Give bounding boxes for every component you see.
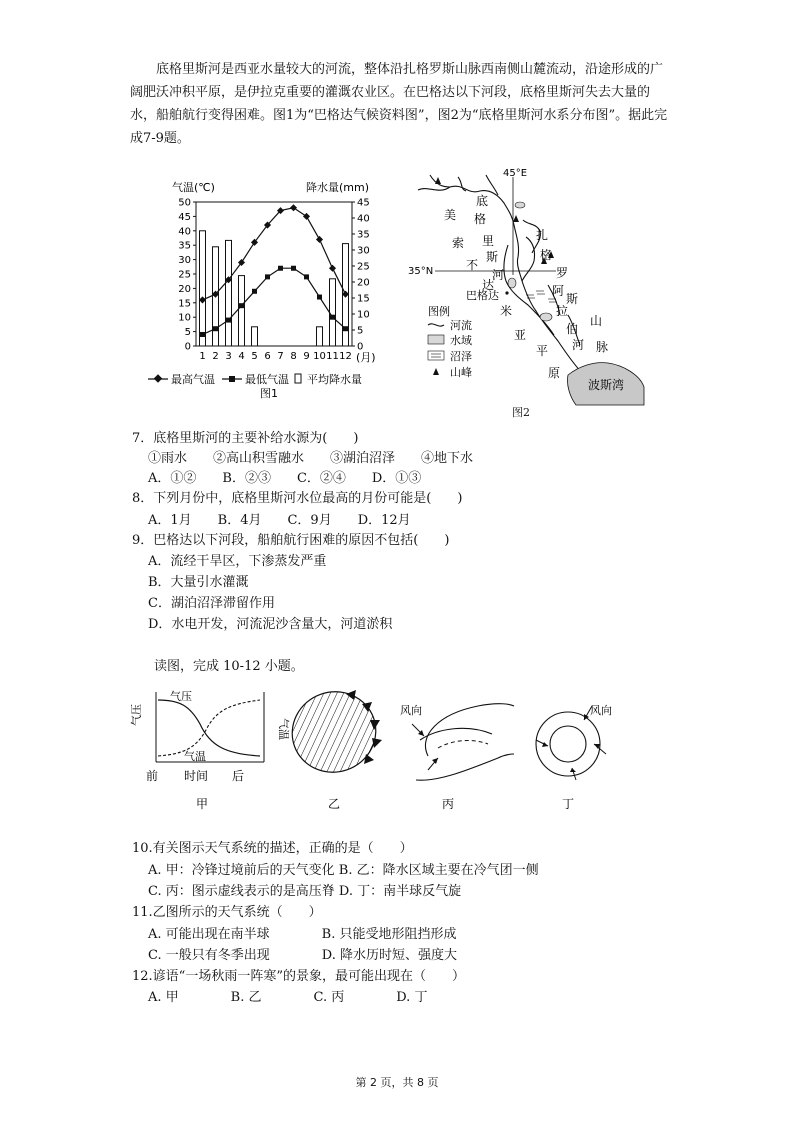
diagram-bing (398, 684, 518, 812)
chart-legend (148, 372, 362, 386)
svg-text:里: 里 (482, 234, 495, 248)
precip-bar (200, 231, 206, 346)
q8-stem: 8．下列月份中，底格里斯河水位最高的月份可能是( ) (132, 491, 463, 506)
svg-text:索: 索 (452, 236, 465, 250)
min-temp-point (265, 274, 270, 279)
legend-min: 最低气温 (245, 373, 289, 386)
precip-bar (252, 327, 258, 346)
baghdad-dot (505, 291, 508, 294)
svg-text:格: 格 (540, 248, 553, 262)
legend-max: 最高气温 (171, 373, 215, 386)
svg-text:山: 山 (590, 314, 603, 328)
svg-text:阿: 阿 (552, 284, 565, 298)
x-tick-label: 4 (238, 351, 245, 362)
y-left-tick-label: 30 (178, 255, 191, 267)
min-temp-point (226, 318, 231, 323)
x-unit-label: (月) (356, 351, 376, 364)
min-temp-point (278, 266, 283, 271)
svg-text:格: 格 (474, 212, 487, 226)
lon-label: 45°E (503, 168, 528, 179)
svg-text:河流: 河流 (450, 319, 472, 332)
intro-paragraph: 底格里斯河是西亚水量较大的河流，整体沿扎格罗斯山脉西南侧山麓流动，沿途形成的广阔肥沃冲积平原，是伊拉克重要的灌溉农业区。在巴格达以下河段，底格里斯河失去大量的水，船舶航行变得困难。图1为“巴格达气候资料图”，图2为“底格里斯河水系分布图”。据此完成7-9题。 (130, 62, 668, 146)
q9-option-a: A．流经干旱区，下渗蒸发严重 (148, 554, 327, 569)
q10-options-cd: C. 丙：图示虚线表示的是高压脊 D. 丁：南半球反气旋 (148, 884, 462, 899)
label-yi: 乙 (328, 797, 341, 811)
svg-text:河: 河 (572, 338, 585, 352)
y-right-label: 降水量(mm) (306, 181, 370, 194)
y-left-tick-label: 5 (184, 327, 191, 339)
tigris-map (408, 165, 648, 405)
min-temp-point (291, 266, 296, 271)
svg-text:亚: 亚 (514, 328, 527, 342)
y-left-tick-label: 50 (178, 197, 191, 209)
q9-option-d: D．水电开发，河流泥沙含量大，河道淤积 (148, 617, 393, 632)
svg-text:不: 不 (466, 258, 479, 272)
fig2-caption: 图2 (512, 406, 530, 419)
y-left-tick-label: 45 (178, 211, 191, 223)
svg-text:罗: 罗 (556, 266, 569, 280)
svg-text:底: 底 (476, 194, 489, 208)
svg-text:沼泽: 沼泽 (450, 350, 472, 363)
min-temp-point (330, 315, 335, 320)
svg-text:风向: 风向 (590, 704, 612, 717)
svg-text:气温: 气温 (184, 750, 206, 763)
min-temp-point (304, 274, 309, 279)
q12-options: A. 甲 B. 乙 C. 丙 D. 丁 (148, 990, 428, 1005)
y-right-tick-label: 10 (357, 309, 370, 321)
y-left-tick-label: 15 (178, 298, 191, 310)
svg-text:原: 原 (548, 366, 561, 380)
x-tick-label: 11 (326, 351, 339, 362)
y-right-tick-label: 25 (357, 261, 370, 273)
page-footer: 第 2 页，共 8 页 (355, 1076, 439, 1089)
max-temp-point (329, 265, 336, 272)
y-right-tick-label: 35 (357, 229, 370, 241)
svg-text:图例: 图例 (428, 305, 450, 318)
q11-options-cd: C. 一般只有冬季出现 D. 降水历时短、强度大 (148, 948, 457, 963)
svg-text:扎: 扎 (536, 228, 549, 242)
svg-text:达: 达 (482, 278, 495, 292)
svg-text:拉: 拉 (556, 304, 569, 318)
label-bing: 丙 (442, 797, 455, 811)
y-left-tick-label: 0 (184, 341, 191, 353)
label-jia: 甲 (196, 797, 209, 811)
max-temp-point (316, 236, 323, 243)
min-temp-point (252, 289, 257, 294)
x-tick-label: 3 (225, 351, 232, 362)
svg-text:米: 米 (500, 304, 513, 318)
y-right-tick-label: 30 (357, 245, 370, 257)
svg-text:平: 平 (536, 344, 549, 358)
q12-stem: 12.谚语“一场秋雨一阵寒”的景象，最可能出现在（ ） (132, 969, 465, 984)
y-right-tick-label: 0 (357, 341, 364, 353)
legend-precip: 平均降水量 (307, 373, 362, 386)
svg-text:时间: 时间 (184, 769, 209, 783)
min-temp-point (213, 326, 218, 331)
min-temp-point (343, 326, 348, 331)
x-tick-label: 7 (277, 351, 284, 362)
diagram-ding (522, 684, 632, 812)
precip-bar (330, 279, 336, 346)
q9-stem: 9．巴格达以下河段，船舶航行困难的原因不包括( ) (132, 533, 450, 548)
min-temp-point (200, 332, 205, 337)
series-line (203, 208, 346, 300)
y-right-tick-label: 5 (357, 325, 364, 337)
q9-option-b: B．大量引水灌溉 (148, 575, 249, 590)
climate-chart (160, 178, 390, 400)
y-left-label: 气温(℃) (172, 181, 215, 194)
fig1-caption: 图1 (260, 387, 278, 400)
x-tick-label: 9 (303, 351, 310, 362)
min-temp-point (317, 295, 322, 300)
q7-items: ①雨水 ②高山积雪融水 ③湖泊沼泽 ④地下水 (148, 451, 474, 466)
q9-option-c: C．湖泊沼泽滞留作用 (148, 596, 275, 611)
max-temp-point (303, 213, 310, 220)
lat-label: 35°N (408, 266, 434, 277)
svg-text:前: 前 (146, 769, 159, 783)
gulf-label: 波斯湾 (588, 378, 625, 392)
q7-stem: 7．底格里斯河的主要补给水源为( ) (132, 431, 359, 446)
svg-text:伯: 伯 (566, 322, 579, 336)
precip-bar (317, 327, 323, 346)
min-temp-point (239, 303, 244, 308)
series-line (203, 268, 346, 334)
precip-bar (239, 276, 245, 346)
diagram-jia (130, 684, 290, 812)
y-right-tick-label: 20 (357, 277, 370, 289)
svg-text:气压: 气压 (170, 690, 192, 703)
svg-text:气温: 气温 (277, 718, 290, 740)
y-left-tick-label: 40 (178, 226, 191, 238)
svg-text:风向: 风向 (400, 704, 422, 717)
svg-text:后: 后 (232, 769, 245, 783)
y-left-tick-label: 35 (178, 240, 191, 252)
x-tick-label: 6 (264, 351, 271, 362)
x-tick-label: 5 (251, 351, 258, 362)
x-tick-label: 10 (313, 351, 326, 362)
svg-text:山峰: 山峰 (450, 366, 472, 379)
precip-bar (226, 240, 232, 346)
x-tick-label: 12 (339, 351, 352, 362)
y-left-tick-label: 20 (178, 283, 191, 295)
y-right-tick-label: 15 (357, 293, 370, 305)
y-left-tick-label: 25 (178, 269, 191, 281)
q11-stem: 11.乙图所示的天气系统（ ） (132, 905, 322, 920)
y-right-tick-label: 45 (357, 197, 370, 209)
map-legend (428, 304, 472, 379)
q10-stem: 10.有关图示天气系统的描述，正确的是（ ） (132, 841, 413, 856)
y-left-tick-label: 10 (178, 312, 191, 324)
svg-text:河: 河 (492, 268, 505, 282)
plot-frame (196, 202, 352, 346)
baghdad-label: 巴格达 (466, 289, 499, 302)
svg-text:脉: 脉 (596, 340, 609, 354)
read-instruction: 读图，完成 10-12 小题。 (154, 659, 304, 674)
x-tick-label: 8 (290, 351, 297, 362)
q7-options: A．①② B．②③ C．②④ D．①③ (148, 471, 422, 486)
max-temp-point (290, 204, 297, 211)
svg-text:斯: 斯 (566, 292, 579, 306)
label-ding: 丁 (562, 797, 575, 811)
x-tick-label: 2 (212, 351, 219, 362)
svg-text:气压: 气压 (130, 704, 143, 726)
y-right-tick-label: 40 (357, 213, 370, 225)
svg-text:水域: 水域 (450, 334, 472, 347)
q11-options-ab: A. 可能出现在南半球 B. 只能受地形阻挡形成 (148, 927, 457, 942)
svg-text:美: 美 (444, 208, 457, 222)
diagram-yi (286, 684, 396, 812)
q8-options: A．1月 B．4月 C．9月 D．12月 (148, 513, 411, 528)
q10-options-ab: A. 甲：冷锋过境前后的天气变化 B. 乙：降水区域主要在冷气团一侧 (148, 863, 539, 878)
x-tick-label: 1 (199, 351, 206, 362)
svg-text:斯: 斯 (486, 250, 499, 264)
